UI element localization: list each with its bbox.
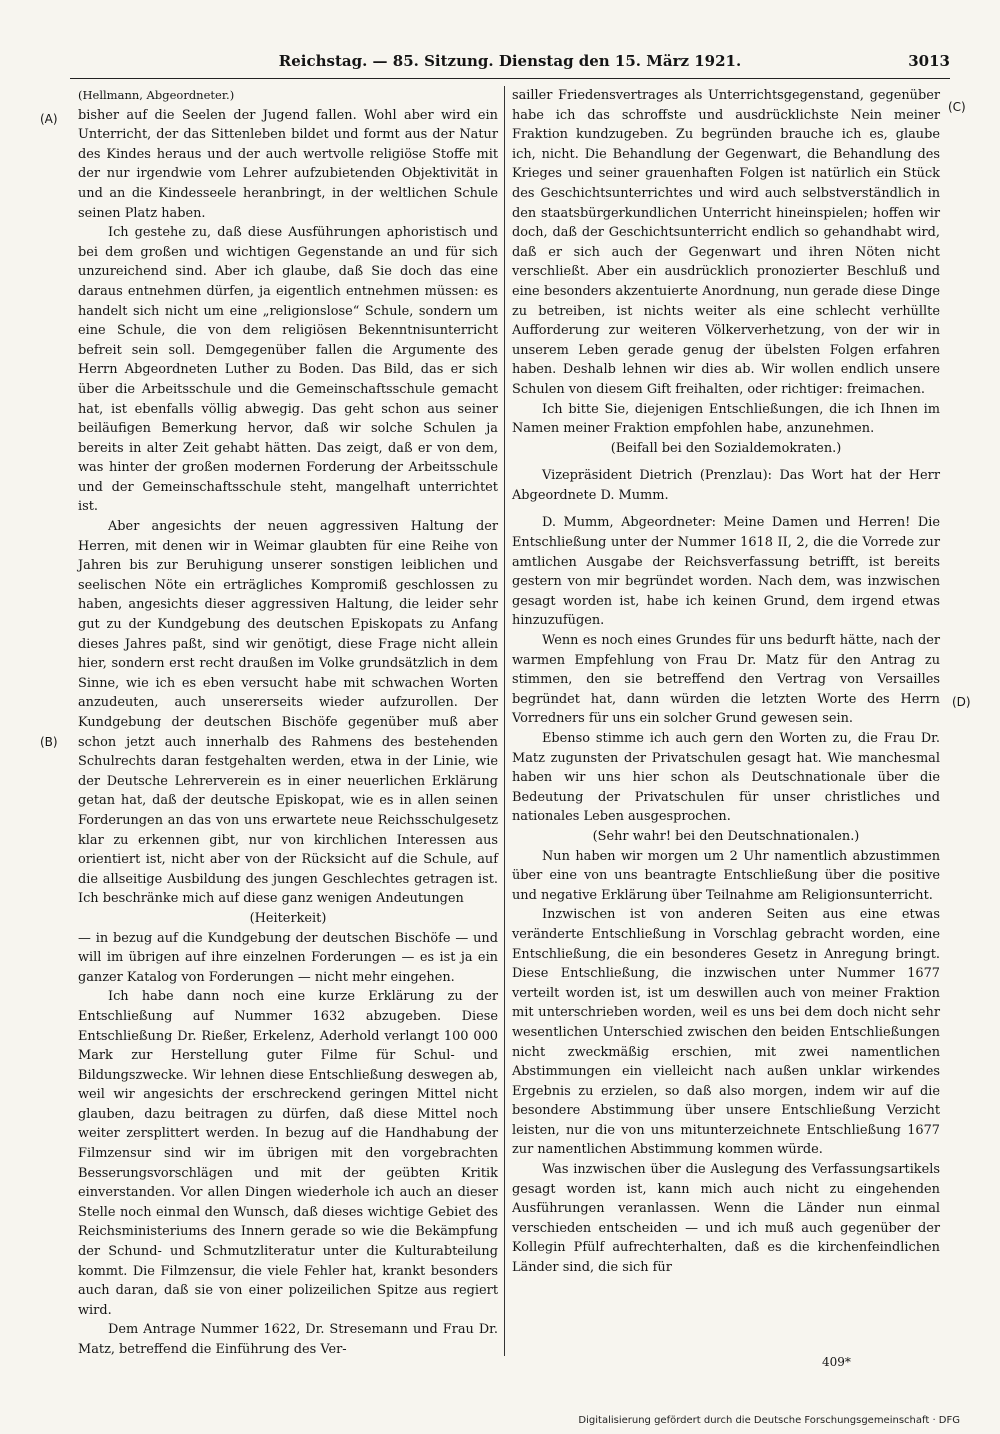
- running-title: Reichstag. — 85. Sitzung. Dienstag den 15. März 1921.: [278, 52, 742, 70]
- right-column: [512, 86, 940, 1278]
- paragraph: Ich habe dann noch eine kurze Erklärung zu der Entschließung auf Nummer 1632 abzugeben. Diese Entschließung Dr. Rießer, Erkelenz, Aderhold verlangt 100 000 Mark zur Herstellung guter Filme für Schul- und Bildungszwecke. Wir lehnen diese Entschließung deswegen ab, weil wir angesichts der erschreckend geringen Mittel nicht glauben, dazu beitragen zu dürfen, daß diese Mittel noch weiter zersplittert werden. In bezug auf die Handhabung der Filmzensur sind wir im übrigen mit den vorgebrachten Besserungsvorschlägen und mit der geübten Kritik einverstanden. Vor allen Dingen wiederhole ich auch an dieser Stelle noch einmal den Wunsch, daß dieses wichtige Gebiet des Reichsministeriums des Innern gerade so wie die Bekämpfung der Schund- und Schmutzliteratur unter die Kulturabteilung kommt. Die Filmzensur, die viele Fehler hat, krankt besonders auch daran, daß sie von einer polizeilichen Spitze aus regiert wird.: [78, 989, 498, 1318]
- paragraph: Dem Antrage Nummer 1622, Dr. Stresemann und Frau Dr. Matz, betreffend die Einführung des Ver-: [78, 1322, 498, 1357]
- paragraph: Nun haben wir morgen um 2 Uhr namentlich abzustimmen über eine von uns beantragte Entschließung über die positive und negative Erklärung über Teilnahme am Religionsunterricht.: [512, 848, 940, 903]
- signature-mark: 409*: [822, 1355, 851, 1369]
- left-column: [78, 86, 498, 1360]
- page-header: [70, 50, 950, 74]
- speaker-note: (Hellmann, Abgeordneter.): [78, 88, 235, 102]
- margin-marker-b: (B): [40, 735, 58, 749]
- column-divider: [504, 86, 505, 1356]
- margin-marker-a: (A): [40, 112, 58, 126]
- paragraph: Ebenso stimme ich auch gern den Worten zu, die Frau Dr. Matz zugunsten der Privatschulen gesagt hat. Wie manchesmal haben wir uns hier schon als Deutschnationale über die Bedeutung der Privatschulen für unser christliches und nationales Leben ausgesprochen.: [512, 731, 940, 825]
- paragraph: bisher auf die Seelen der Jugend fallen. Wohl aber wird ein Unterricht, der das Sittenleben bildet und formt aus der Natur des Kindes heraus und der auch wertvolle religiöse Stoffe mit der nur irgendwie vom Lehrer aufzubietenden Objektivität in und an die Kindesseele heranbringt, in der weltlichen Schule seinen Platz haben.: [78, 107, 498, 221]
- margin-marker-c: (C): [948, 100, 966, 114]
- paragraph: Ich gestehe zu, daß diese Ausführungen aphoristisch und bei dem großen und wichtigen Gegenstande an und für sich unzureichend sind. Aber ich glaube, daß Sie doch das eine daraus entnehmen dürfen, ja eigentlich entnehmen müssen: es handelt sich nicht um eine „religionslose“ Schule, sondern um eine Schule, die von dem religiösen Bekenntnisunterricht befreit sein soll. Demgegenüber fallen die Argumente des Herrn Abgeordneten Luther zu Boden. Das Bild, das er sich über die Arbeitsschule und die Gemeinschaftsschule gemacht hat, ist ebenfalls völlig abwegig. Das geht schon aus seiner beiläufigen Bemerkung hervor, daß wir solche Schulen ja bereits in alter Zeit gehabt hätten. Das zeigt, daß er von dem, was hinter der großen modernen Forderung der Arbeitsschule und der Gemeinschaftsschule steht, mangelhaft unterrichtet ist.: [78, 225, 498, 515]
- page-number: 3013: [908, 52, 950, 70]
- header-rule: [70, 78, 950, 79]
- digitization-credit: Digitalisierung gefördert durch die Deutsche Forschungsgemeinschaft · DFG: [578, 1415, 960, 1426]
- paragraph: Ich bitte Sie, diejenigen Entschließungen, die ich Ihnen im Namen meiner Fraktion empfohlen habe, anzunehmen.: [512, 401, 940, 437]
- vice-president-remark: Vizepräsident Dietrich (Prenzlau): Das Wort hat der Herr Abgeordnete D. Mumm.: [512, 468, 940, 503]
- speaker-mumm: D. Mumm, Abgeordneter: Meine Damen und Herren! Die Entschließung unter der Nummer 1618 II, 2, die die Vorrede zur amtlichen Ausgabe der Reichsverfassung betrifft, ist bereits gestern von mir begründet worden. Nach dem, was inzwischen gesagt worden ist, habe ich keinen Grund, dem irgend etwas hinzuzufügen.: [512, 515, 940, 629]
- interjection: (Heiterkeit): [249, 910, 327, 926]
- interjection: (Sehr wahr! bei den Deutschnationalen.): [592, 828, 860, 844]
- paragraph: Inzwischen ist von anderen Seiten aus eine etwas veränderte Entschließung in Vorschlag gebracht worden, eine Entschließung, die ein besonderes Gesetz in Anregung bringt. Diese Entschließung, die inzwischen unter Nummer 1677 verteilt worden ist, ist um deswillen auch von meiner Fraktion mit unterschrieben worden, weil es uns bei dem doch nicht sehr wesentlichen Unterschied zwischen den beiden Entschließungen nicht zweckmäßig erschien, mit zwei namentlichen Abstimmungen ein vielleicht nach außen unklar wirkendes Ergebnis zu erzielen, so daß also morgen, indem wir auf die besondere Abstimmung über unsere Entschließung Verzicht leisten, nur die von uns mitunterzeichnete Entschließung 1677 zur namentlichen Abstimmung kommen würde.: [512, 907, 940, 1158]
- margin-marker-d: (D): [952, 695, 971, 709]
- paragraph: sailler Friedensvertrages als Unterrichtsgegenstand, gegenüber habe ich das schroffste und ausdrücklichste Nein meiner Fraktion kundzugeben. Zu begründen brauche ich es, glaube ich, nicht. Die Behandlung der Gegenwart, die Behandlung des Krieges und seiner grauenhaften Folgen ist natürlich ein Stück des Geschichtsunterrichtes und wird auch selbstverständlich in den staatsbürgerkundlichen Unterricht hineinspielen; hoffen wir doch, daß der Geschichtsunterricht endlich so gehandhabt wird, daß er sich auch der Gegenwart und ihren Nöten nicht verschließt. Aber ein ausdrücklich pronozierter Beschluß und eine besonders akzentuierte Anordnung, nun gerade diese Dinge zu betreiben, ist nichts weiter als eine schlecht verhüllte Aufforderung zur weiteren Völkerverhetzung, von der wir in unserem Leben gerade genug der übelsten Folgen erfahren haben. Deshalb lehnen wir dies ab. Wir wollen endlich unsere Schulen von diesem Gift freihalten, oder richtiger: freimachen.: [512, 88, 940, 397]
- paragraph: Wenn es noch eines Grundes für uns bedurft hätte, nach der warmen Empfehlung von Frau Dr. Matz für den Antrag zu stimmen, den sie betreffend den Vertrag von Versailles begründet hat, dann würden die letzten Worte des Herrn Vorredners für uns ein solcher Grund gewesen sein.: [512, 633, 940, 727]
- paragraph: Aber angesichts der neuen aggressiven Haltung der Herren, mit denen wir in Weimar glaubten für eine Reihe von Jahren bis zur Beruhigung unserer sonstigen leiblichen und seelischen Nöte ein erträgliches Kompromiß geschlossen zu haben, angesichts dieser aggressiven Haltung, die leider sehr gut zu der Kundgebung des deutschen Episkopats zu Anfang dieses Jahres paßt, sind wir genötigt, diese Frage nicht allein hier, sondern erst recht draußen im Volke grundsätzlich in dem Sinne, wie ich es eben versucht habe mit schwachen Worten anzudeuten, auch unsererseits wieder aufzurollen. Der Kundgebung der deutschen Bischöfe gegenüber muß aber schon jetzt auch innerhalb des Rahmens des bestehenden Schulrechts daran festgehalten werden, etwa in der Linie, wie der Deutsche Lehrerverein es in einer neuerlichen Erklärung getan hat, daß der deutsche Episkopat, wie es in allen seinen Forderungen an das von uns erwartete neue Reichsschulgesetz klar zu erkennen gibt, nur von kirchlichen Interessen aus orientiert ist, nicht aber von der Rücksicht auf die Schule, auf die allseitige Ausbildung des jungen Geschlechtes getragen ist. Ich beschränke mich auf diese ganz wenigen Andeutungen: [78, 519, 498, 907]
- interjection: (Beifall bei den Sozialdemokraten.): [610, 440, 842, 456]
- paragraph: — in bezug auf die Kundgebung der deutschen Bischöfe — und will im übrigen auf ihre einzelnen Forderungen — es ist ja ein ganzer Katalog von Forderungen — nicht mehr eingehen.: [78, 930, 498, 985]
- paragraph: Was inzwischen über die Auslegung des Verfassungsartikels gesagt worden ist, kann mich auch nicht zu eingehenden Ausführungen veranlassen. Wenn die Länder nun einmal verschieden entscheiden — und ich muß auch gegenüber der Kollegin Pfülf aufrechterhalten, daß es die kirchenfeindlichen Länder sind, die sich für: [512, 1162, 940, 1276]
